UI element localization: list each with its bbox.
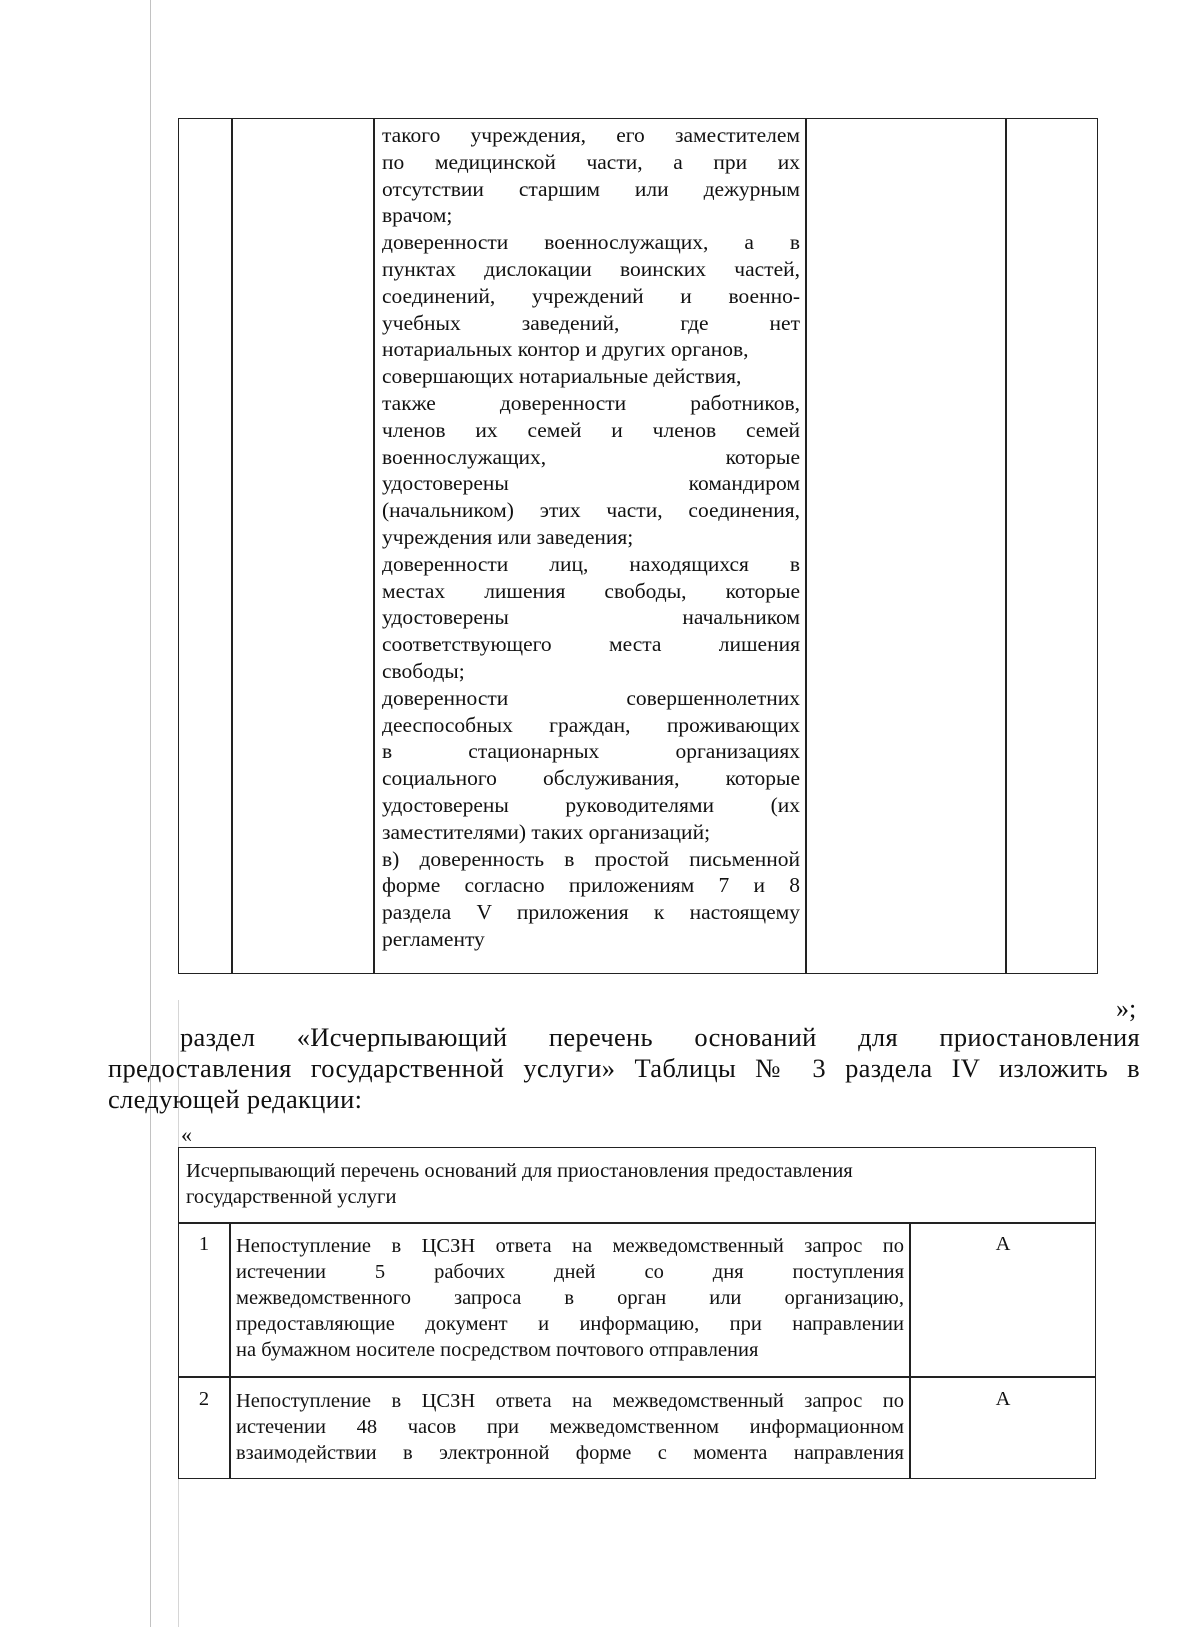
cell-line: форме согласно приложениям 7 и 8 xyxy=(382,873,800,898)
cell-line: истечении 48 часов при межведомственном информационном xyxy=(236,1416,904,1438)
table-column-divider xyxy=(1005,119,1007,973)
cell-line: пунктах дислокации воинских частей, xyxy=(382,256,800,281)
cell-line: заместителями) таких организаций; xyxy=(382,819,711,844)
row-code: А xyxy=(995,1233,1011,1255)
paragraph-line: следующей редакции: xyxy=(108,1084,363,1114)
cell-line: соответствующего места лишения xyxy=(382,632,800,657)
cell-line: раздела V приложения к настоящему xyxy=(382,900,800,925)
cell-line: нотариальных контор и других органов, xyxy=(382,337,749,362)
cell-line: доверенности совершеннолетних xyxy=(382,685,800,710)
cell-line: такого учреждения, его заместителем xyxy=(382,123,800,147)
cell-line: соединений, учреждений и военно- xyxy=(382,283,800,308)
table-column-divider xyxy=(229,1222,231,1478)
opening-quote: « xyxy=(181,1122,192,1147)
closing-quote: »; xyxy=(1116,994,1137,1023)
amendment-paragraph xyxy=(108,1022,1140,1115)
cell-line: регламенту xyxy=(382,926,485,951)
row-code: А xyxy=(995,1388,1011,1410)
cell-line: в стационарных организациях xyxy=(382,739,800,764)
scan-margin-line xyxy=(150,0,151,1627)
table-column-divider xyxy=(373,119,375,973)
cell-line: в) доверенность в простой письменной xyxy=(382,846,800,871)
table-column-divider xyxy=(231,119,233,973)
table-column-divider xyxy=(909,1222,911,1478)
cell-line: учреждения или заведения; xyxy=(382,524,634,549)
cell-line: местах лишения свободы, которые xyxy=(382,578,800,603)
cell-line: членов их семей и членов семей xyxy=(382,417,800,442)
cell-line: Непоступление в ЦСЗН ответа на межведомственный запрос по xyxy=(236,1235,904,1257)
cell-line: удостоверены командиром xyxy=(382,471,800,496)
paragraph-line: раздел «Исчерпывающий перечень оснований для приостановления xyxy=(180,1022,1140,1052)
cell-line: учебных заведений, где нет xyxy=(382,310,800,335)
cell-line: взаимодействии в электронной форме с момента направления xyxy=(236,1442,904,1464)
cell-line: доверенности лиц, находящихся в xyxy=(382,551,800,576)
cell-line: истечении 5 рабочих дней со дня поступления xyxy=(236,1261,904,1283)
cell-line: также доверенности работников, xyxy=(382,390,800,415)
cell-line: доверенности военнослужащих, а в xyxy=(382,230,800,255)
cell-line: удостоверены руководителями (их xyxy=(382,792,800,817)
paragraph-line: предоставления государственной услуги» Таблицы № 3 раздела IV изложить в xyxy=(108,1053,1140,1083)
cell-line: удостоверены начальником xyxy=(382,605,800,630)
table-row-divider xyxy=(179,1222,1095,1224)
cell-line: совершающих нотариальные действия, xyxy=(382,364,742,389)
table-header-line: государственной услуги xyxy=(186,1186,397,1208)
cell-line: военнослужащих, которые xyxy=(382,444,800,469)
cell-line: Непоступление в ЦСЗН ответа на межведомственный запрос по xyxy=(236,1390,904,1412)
table-header-line: Исчерпывающий перечень оснований для приостановления предоставления xyxy=(186,1160,853,1182)
row-number: 1 xyxy=(198,1233,210,1255)
table-row-text xyxy=(236,1388,904,1466)
table-header xyxy=(186,1158,1006,1210)
cell-line: (начальником) этих части, соединения, xyxy=(382,498,800,523)
cell-line: предоставляющие документ и информацию, при направлении xyxy=(236,1313,904,1335)
cell-line: социального обслуживания, которые xyxy=(382,766,800,791)
table-row-text xyxy=(236,1233,904,1363)
table-row-divider xyxy=(179,1376,1095,1378)
cell-line: по медицинской части, а при их xyxy=(382,149,800,174)
cell-line: отсутствии старшим или дежурным xyxy=(382,176,800,201)
row-number: 2 xyxy=(198,1388,210,1410)
table-column-divider xyxy=(805,119,807,973)
cell-line: дееспособных граждан, проживающих xyxy=(382,712,800,737)
table-cell-documents xyxy=(382,122,800,953)
cell-line: межведомственного запроса в орган или организацию, xyxy=(236,1287,904,1309)
cell-line: на бумажном носителе посредством почтового отправления xyxy=(236,1339,759,1361)
cell-line: врачом; xyxy=(382,203,453,228)
cell-line: свободы; xyxy=(382,658,465,683)
